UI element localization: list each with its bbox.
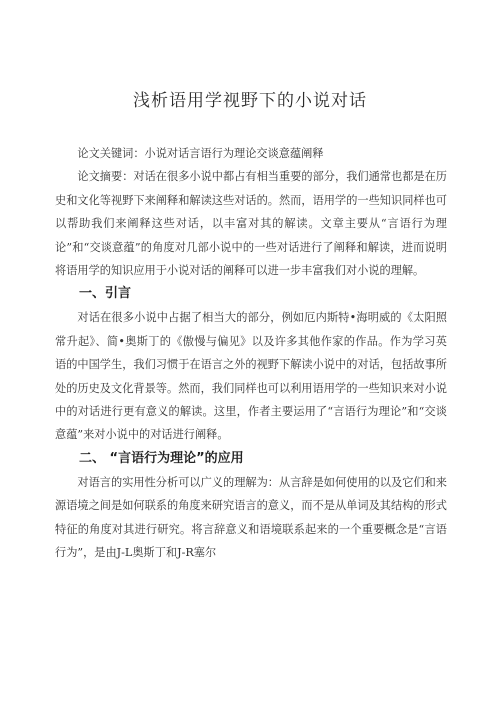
document-body [55,142,447,565]
introduction-paragraph: 对话在很多小说中占据了相当大的部分，例如厄内斯特•海明威的《太阳照常升起》、简•奥斯丁的《傲慢与偏见》以及许多其他作家的作品。作为学习英语的中国学生，我们习惯于在语言之外的视野下解读小说中的对话，包括故事所处的历史及文化背景等。然而，我们同样也可以利用语用学的一些知识来对小说中的对话进行更有意义的解读。这里，作者主要运用了“言语行为理论”和“交谈意蕴”来对小说中的对话进行阐释。 [55,311,447,442]
speech-act-paragraph: 对语言的实用性分析可以广义的理解为：从言辞是如何使用的以及它们和来源语境之间是如何联系的角度来研究语言的意义，而不是从单词及其结构的形式特征的角度对其进行研究。将言辞意义和语境联系起来的一个重要概念是“言语行为”，是由J-L奥斯丁和J-R塞尔 [55,475,447,560]
section-heading-introduction: 一、引言 [79,286,132,302]
document-title: 浅析语用学视野下的小说对话 [133,91,367,111]
keywords-paragraph: 论文关键词：小说对话言语行为理论交谈意蕴阐释 [77,147,324,160]
abstract-paragraph: 论文摘要：对话在很多小说中都占有相当重要的部分，我们通常也都是在历史和文化等视野下来阐释和解读这些对话的。然而，语用学的一些知识同样也可以帮助我们来阐释这些对话，以丰富对其的解读。文章主要从“言语行为理论”和“交谈意蕴”的角度对几部小说中的一些对话进行了阐释和解读，进而说明将语用学的知识应用于小说对话的阐释可以进一步丰富我们对小说的理解。 [55,170,447,278]
section-heading-speech-act: 二、 “言语行为理论”的应用 [79,450,244,466]
